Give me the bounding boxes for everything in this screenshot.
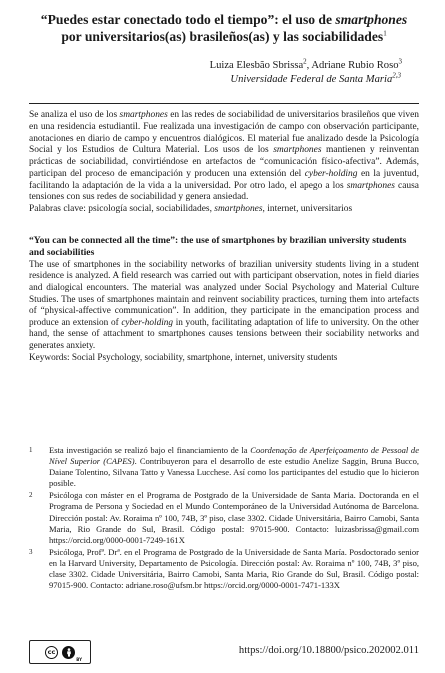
cc-symbol-icon: cc xyxy=(45,646,58,659)
keywords-es-text-2: , internet, universitarios xyxy=(262,204,353,214)
affiliation-ref: 2,3 xyxy=(392,71,401,80)
article-title xyxy=(33,11,415,45)
abstract-es-text-2: en las redes de sociabilidad de universitarios brasileños que viven en una residencia estudiantil. Fue realizada una investigación de campo con observación participante, anotaciones en diario de campo y encuentros dialógicos. El material fue analizado desde la Psicología Social y los Estudios de Cultura Material. Los usos de los xyxy=(29,110,419,156)
author-2-ref: 3 xyxy=(398,57,402,66)
footnote-number: 2 xyxy=(29,491,33,500)
affiliation-name: Universidade Federal de Santa Maria xyxy=(230,74,393,85)
english-title: “You can be connected all the time”: the use of smartphones by brazilian university students and sociabilities xyxy=(29,234,407,258)
page-footer xyxy=(29,640,419,664)
keywords-english: Keywords: Social Psychology, sociability, smartphone, internet, university students xyxy=(29,352,338,363)
affiliation xyxy=(29,73,419,87)
section-divider xyxy=(29,103,419,104)
abstract-es-emph-1: smartphones xyxy=(119,110,168,120)
person-icon xyxy=(62,646,75,659)
abstract-es-emph-2: smartphones xyxy=(273,145,322,156)
footnote-1-text-a: Esta investigación se realizó bajo el financiamiento de la xyxy=(49,445,251,455)
footnote xyxy=(29,445,419,489)
abstract-es-text-4: en la juventud, facilitando la adaptación de la vida a la universidad. Por otro lado, el apego a los xyxy=(29,168,419,191)
author-1-ref: 2 xyxy=(303,57,307,66)
keywords-es-text-1: Palabras clave: psicología social, sociabilidades, xyxy=(29,204,215,214)
title-footnote-ref: 1 xyxy=(383,29,387,38)
footnote-text xyxy=(49,445,419,489)
footnote xyxy=(29,490,419,545)
abstract-en-text-1: The use of smartphones in the sociability networks of brazilian university students living in a student residence is analyzed. A field research was carried out with participant observation, notes in field diaries and dialogical encounters. The material was analyzed under Social Psychology and Material Culture Studies. The uses of smartphones maintain and reinvent sociability practices, turning them into artefacts of “physical-affective communication”. In addition, they participate in the emancipation process and produce an extension of xyxy=(29,259,419,328)
doi-link[interactable]: https://doi.org/10.18800/psico.202002.011 xyxy=(238,645,419,656)
abstract-en-text-2: in youth, facilitating adaptation of life to university. On the other hand, the sense of attachment to smartphones causes tensions between their sociability networks and generates anxiety. xyxy=(29,317,419,351)
abstract-english xyxy=(29,260,419,364)
title-part2: por universitarios(as) brasileños(as) y las sociabilidades xyxy=(61,29,384,44)
title-part1: “Puedes estar conectado todo el tiempo”: el uso de xyxy=(40,12,336,27)
footnote xyxy=(29,547,419,591)
footnote-number: 1 xyxy=(29,446,33,454)
keywords-es-emph: smartphones xyxy=(214,204,263,214)
abstract-es-text-5: causa tensiones con sus redes de sociabilidad y genera ansiedad. xyxy=(29,180,419,203)
footnotes xyxy=(29,445,419,592)
footnote-text: Psicóloga, Profª. Drª. en el Programa de Postgrado de la Universidade de Santa María. Posdoctorado senior en la Harvard University, Departamento de Psicología. Dirección postal: Av. Roraima nº 100, 74B, 3º piso, clase 3302. Cidade Universitária, Bairro Camobi, Santa Maria, Rio Grande do Sul, Brasil. Código postal: 97015-900. Contacto: adriane.roso@ufsm.br https://orcid.org/0000-0001-7471-133X xyxy=(49,546,419,591)
abstract-es-text-3: mantienen y reinventan prácticas de sociabilidad, convirtiéndose en artefactos de “comunicación físico-afectiva”. Además, participan del proceso de emancipación y producen una extensión del xyxy=(29,145,419,179)
author-1: Luiza Elesbão Sbrissa xyxy=(209,60,304,71)
person-glyph-icon xyxy=(65,648,73,657)
creative-commons-by-icon[interactable] xyxy=(29,640,91,664)
authors-line xyxy=(29,59,419,73)
title-emphasis: smartphones xyxy=(335,12,408,27)
abstract-spanish xyxy=(29,110,419,204)
by-label: BY xyxy=(76,657,82,662)
abstract-es-emph-3: cyber-holding xyxy=(304,168,358,179)
keywords-spanish xyxy=(29,204,419,216)
author-2: Adriane Rubio Roso xyxy=(311,60,399,71)
abstract-es-emph-4: smartphones xyxy=(346,180,395,191)
abstract-es-text-1: Se analiza el uso de los xyxy=(29,110,120,120)
footnote-text: Psicóloga con máster en el Programa de Postgrado de la Universidade de Santa Maria. Doctoranda en el Programa de Persona y Sociedad en el Mundo Contemporáneo de la Universidad Autónoma de Barcelona. Dirección postal: Av. Roraima nº 100, 74B, 3º piso, clase 3302. Cidade Universitária, Bairro Camobi, Santa Maria, Rio Grande do Sul, Brasil. Código postal: 97015-900. Contacto: luizasbrissa@gmail.com https://orcid.org/0000-0001-7249-161X xyxy=(49,490,419,545)
footnote-1-emph: Coordenação de Aperfeiçoamento de Pessoal de Nível Superior (CAPES) xyxy=(49,445,419,467)
abstract-en-emph: cyber-holding xyxy=(121,317,174,328)
footnote-1-text-b: . Contribuyeron para el desarrollo de este estudio Anelize Saggin, Bruna Bucco, Daiane Tolentino, Silvana Tatto y Vanessa Lucchese. Así como los participantes del estudio que lo hicieron posible. xyxy=(49,456,419,489)
footnote-number: 3 xyxy=(29,547,33,556)
author-separator: , xyxy=(306,60,312,71)
